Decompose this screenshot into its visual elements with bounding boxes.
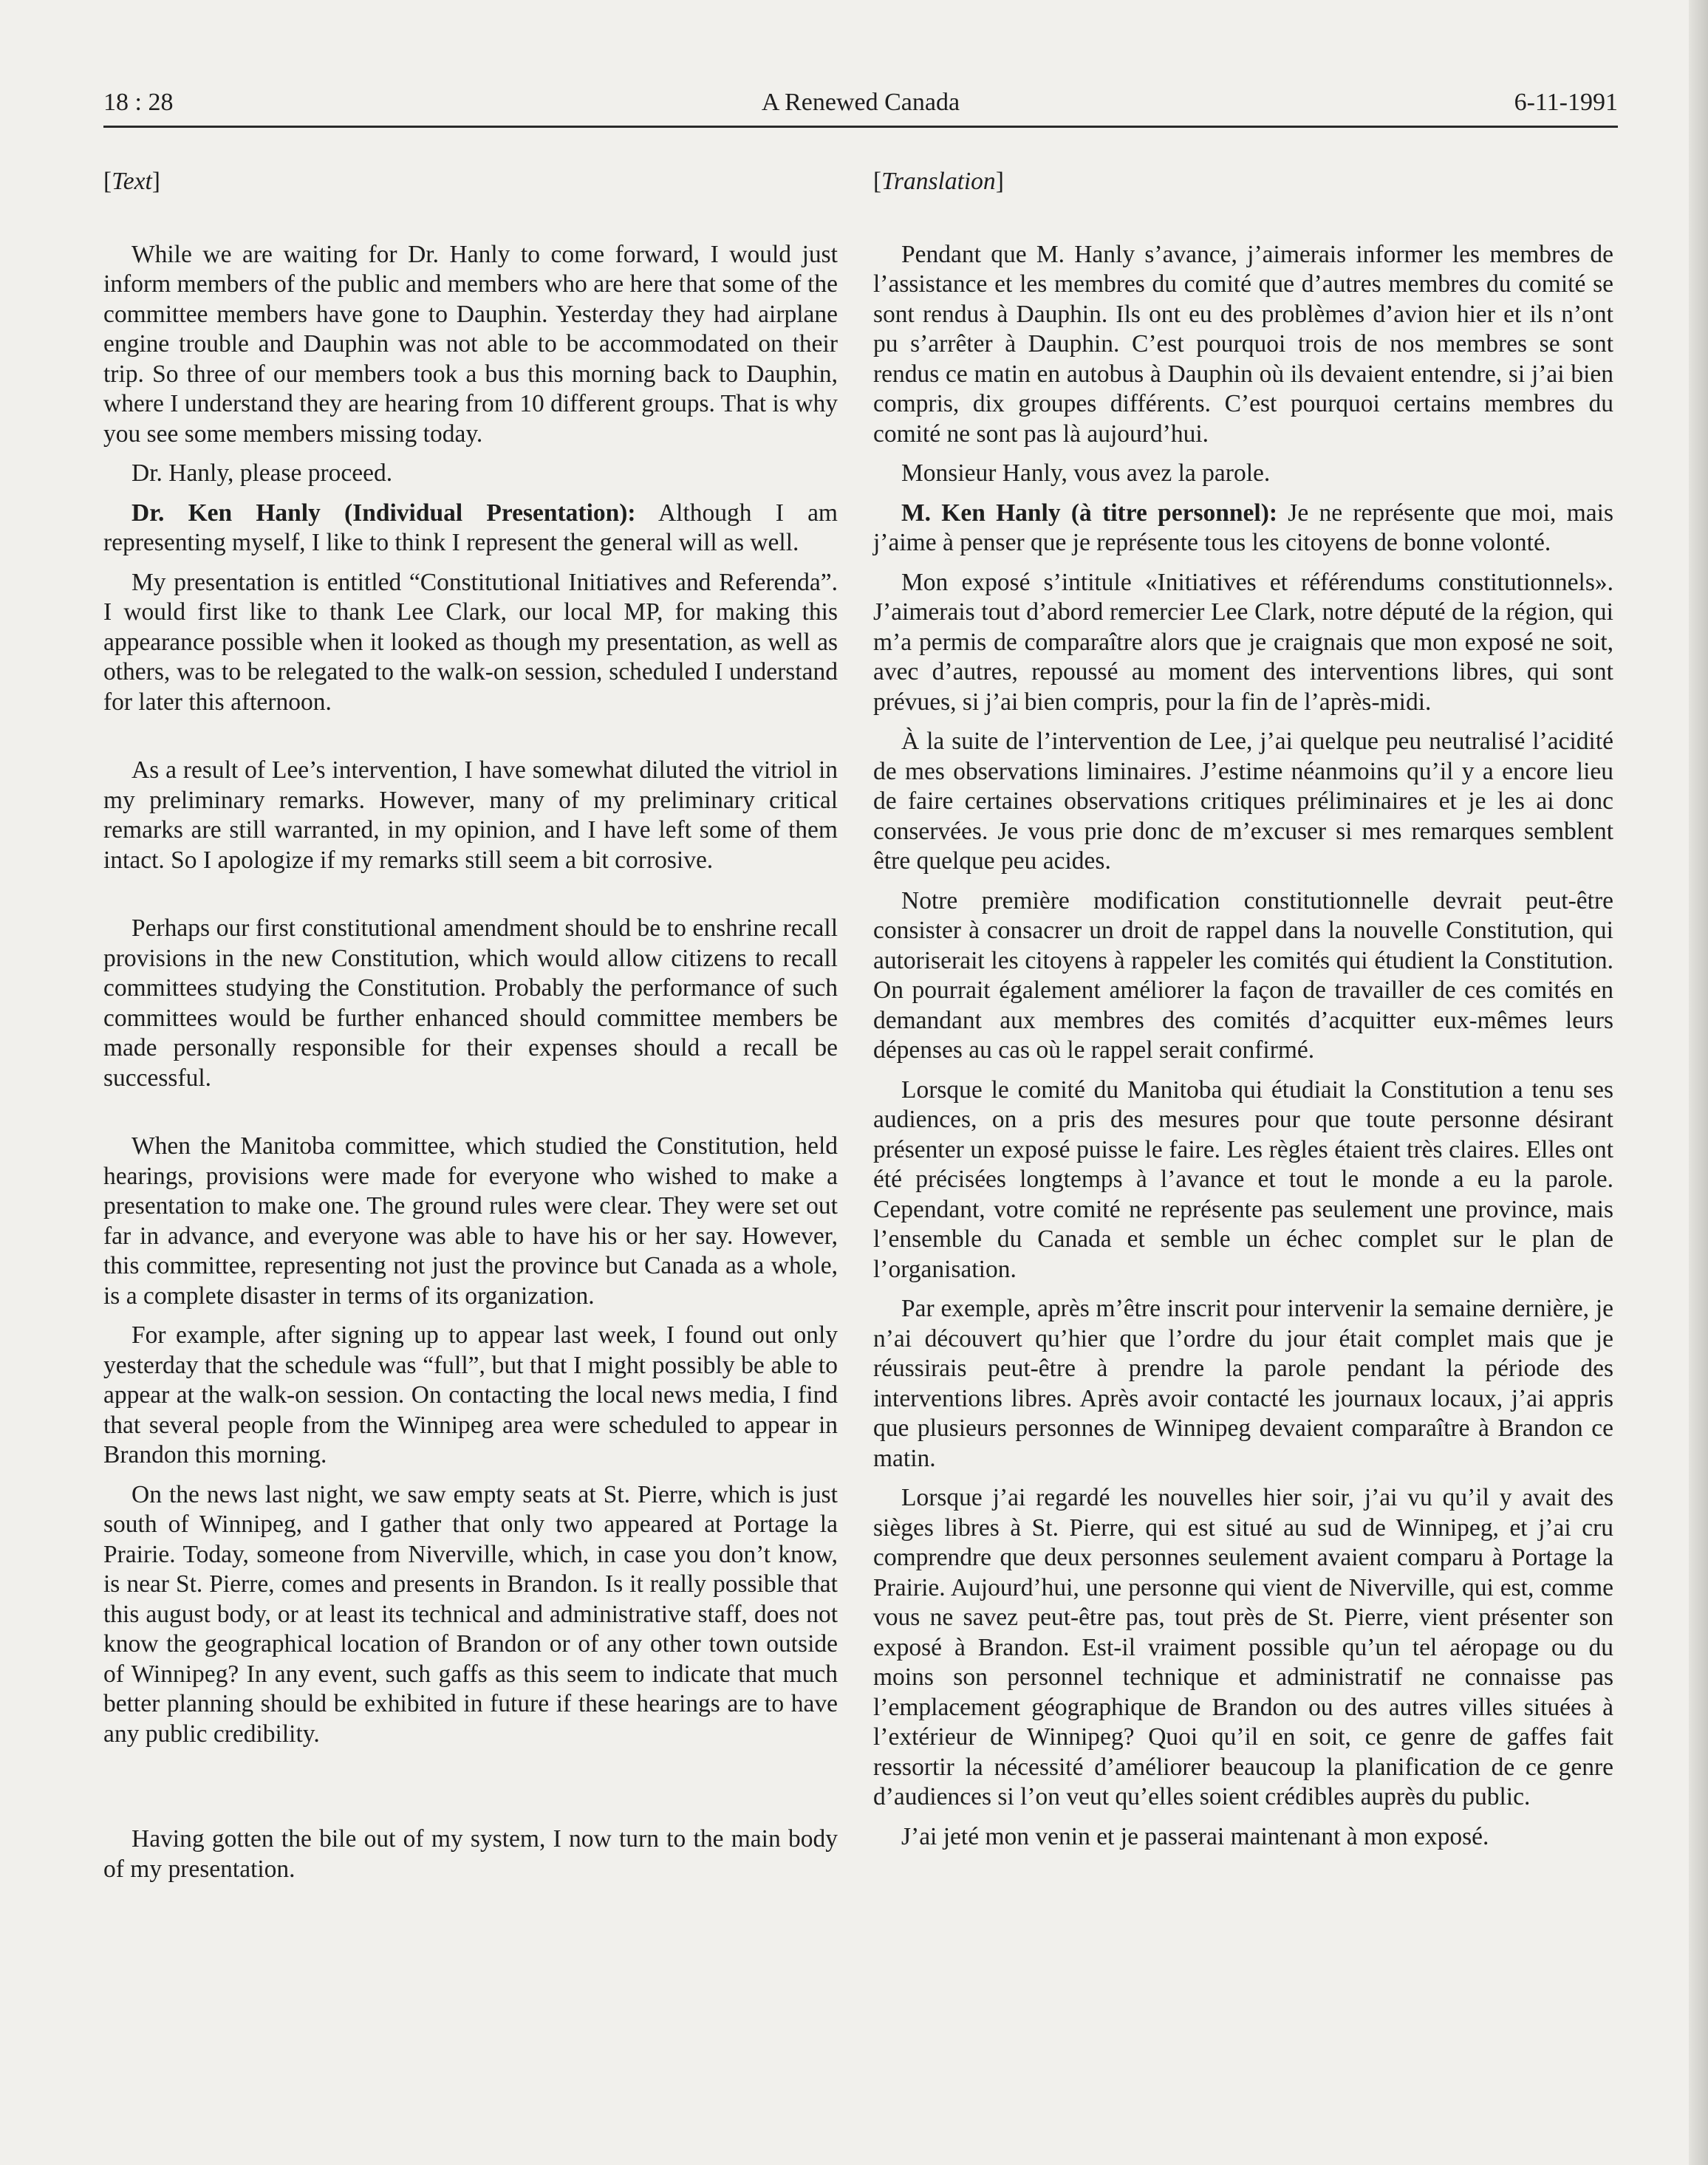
speaker-name: M. Ken Hanly (à titre personnel): — [901, 499, 1278, 527]
column-label: [Text] — [103, 168, 160, 195]
paragraph: On the news last night, we saw empty seats at St. Pierre, which is just south of Winnipeg, and I gather that only two appeared at Portage la Prairie. Today, someone from Niverville, which, in case you don’t know, is near St. Pierre, comes and presents in Brandon. Is it really possible that this august body, or at least its technical and administrative staff, does not know the geographical location of Brandon or of any other town outside of Winnipeg? In any event, such gaffs as this seem to indicate that much better planning should be exhibited in future if these hearings are to have any public credibility. — [103, 1480, 838, 1748]
speaker-name: Dr. Ken Hanly (Individual Presentation): — [131, 499, 636, 527]
speaker-paragraph — [873, 499, 1613, 558]
paragraph: Lorsque j’ai regardé les nouvelles hier soir, j’ai vu qu’il y avait des sièges libres à St. Pierre, qui est situé au sud de Winnipeg, et j’ai cru comprendre que deux personnes seulement avaient comparu à Portage la Prairie. Aujourd’hui, une personne qui vient de Niverville, qui est, comme vous ne savez peut-être pas, tout près de St. Pierre, vient présenter son exposé à Brandon. Est-il vraiment possible qu’un tel aéropage ou du moins son personnel technique et administratif ne connaisse pas l’emplacement géographique de Brandon ou des autres villes situées à l’extérieur de Winnipeg? Quoi qu’il en soit, ce genre de gaffes fait ressortir la nécessité d’améliorer beaucoup la planification de ce genre d’audiences si l’on veut qu’elles soient crédibles auprès du public. — [873, 1484, 1613, 1810]
publication-date: 6-11-1991 — [1514, 89, 1618, 116]
paragraph: Perhaps our first constitutional amendment should be to enshrine recall provisions in the new Constitution, which would allow citizens to recall committees studying the Constitution. Probably the performance of such committees would be further enhanced should committee members be made personally responsible for their expenses should a recall be successful. — [103, 914, 838, 1092]
paragraph: Lorsque le comité du Manitoba qui étudiait la Constitution a tenu ses audiences, on a pris des mesures pour que toute personne désirant présenter un exposé puisse le faire. Les règles étaient très claires. Elles ont été précisées longtemps à l’avance et tout le monde a eu la parole. Cependant, votre comité ne représente pas seulement une province, mais l’ensemble du Canada et semble un échec complet sur le plan de l’organisation. — [873, 1075, 1613, 1283]
paragraph: Monsieur Hanly, vous avez la parole. — [901, 459, 1271, 487]
paragraph: When the Manitoba committee, which studied the Constitution, held hearings, provisions were made for everyone who wished to make a presentation to make one. The ground rules were clear. They were set out far in advance, and everyone was able to have his or her say. However, this committee, representing not just the province but Canada as a whole, is a complete disaster in terms of its organization. — [103, 1132, 838, 1310]
paragraph: For example, after signing up to appear last week, I found out only yesterday that the schedule was “full”, but that I might possibly be able to appear at the walk-on session. On contacting the local news media, I find that several people from the Winnipeg area were scheduled to appear in Brandon this morning. — [103, 1321, 838, 1468]
paragraph: À la suite de l’intervention de Lee, j’ai quelque peu neutralisé l’acidité de mes observations liminaires. J’estime néanmoins qu’il y a encore lieu de faire certaines observations critiques préliminaires et je les ai donc conservées. Je vous prie donc de m’excuser si mes remarques semblent être quelque peu acides. — [873, 728, 1613, 875]
page-edge-shadow — [1689, 0, 1708, 2165]
french-column — [873, 167, 1613, 1852]
speaker-text: Although I am representing myself, I like to think I represent the general will as well. — [103, 499, 838, 556]
page-reference: 18 : 28 — [103, 89, 174, 116]
publication-title: A Renewed Canada — [761, 89, 960, 116]
paragraph: Pendant que M. Hanly s’avance, j’aimerais informer les membres de l’assistance et les membres du comité que d’autres membres du comité se sont rendus à Dauphin. Ils ont eu des problèmes d’avion hier et ils n’ont pu s’arrêter à Dauphin. C’est pourquoi trois de nos membres se sont rendus ce matin en autobus à Dauphin où ils devaient entendre, si j’ai bien compris, dix groupes différents. C’est pourquoi certains membres du comité ne sont pas là aujourd’hui. — [873, 240, 1613, 448]
paragraph: While we are waiting for Dr. Hanly to come forward, I would just inform members of the public and members who are here that some of the committee members have gone to Dauphin. Yesterday they had airplane engine trouble and Dauphin was not able to be accommodated on their trip. So three of our members took a bus this morning back to Dauphin, where I understand they are hearing from 10 different groups. That is why you see some members missing today. — [103, 240, 838, 448]
paragraph: Notre première modification constitutionnelle devrait peut-être consister à consacrer un droit de rappel dans la nouvelle Constitution, qui autoriserait les citoyens à rappeler les comités qui étudient la Constitution. On pourrait également améliorer la façon de travailler de ces comités en demandant aux membres des comités d’acquitter eux-mêmes leurs dépenses au cas où le rappel serait confirmé. — [873, 886, 1613, 1064]
speaker-text: Je ne représente que moi, mais j’aime à penser que je représente tous les citoyens de bonne volonté. — [873, 499, 1613, 556]
column-label: [Translation] — [873, 168, 1004, 195]
paragraph: Par exemple, après m’être inscrit pour intervenir la semaine dernière, je n’ai découvert qu’hier que l’ordre du jour était complet mais que je réussirais peut-être à prendre la parole pendant la période des interventions libres. Après avoir contacté les journaux locaux, j’ai appris que plusieurs personnes de Winnipeg devaient comparaître à Brandon ce matin. — [873, 1295, 1613, 1472]
paragraph: J’ai jeté mon venin et je passerai maintenant à mon exposé. — [901, 1822, 1489, 1850]
page-header — [103, 87, 1618, 128]
speaker-paragraph — [103, 499, 838, 558]
paragraph: My presentation is entitled “Constitutional Initiatives and Referenda”. I would first like to thank Lee Clark, our local MP, for making this appearance possible when it looked as though my presentation, as well as others, was to be relegated to the walk-on session, scheduled I understand for later this afternoon. — [103, 568, 838, 716]
paragraph: Mon exposé s’intitule «Initiatives et référendums constitutionnels». J’aimerais tout d’abord remercier Lee Clark, notre député de la région, qui m’a permis de comparaître alors que je craignais que mon exposé ne soit, avec d’autres, repoussé au moment des interventions libres, qui sont prévues, si j’ai bien compris, pour la fin de l’après-midi. — [873, 568, 1613, 716]
paragraph: Having gotten the bile out of my system, I now turn to the main body of my presentation. — [103, 1825, 838, 1883]
paragraph: As a result of Lee’s intervention, I have somewhat diluted the vitriol in my preliminary remarks. However, many of my preliminary critical remarks are still warranted, in my opinion, and I have left some of them intact. So I apologize if my remarks still seem a bit corrosive. — [103, 756, 838, 874]
paragraph: Dr. Hanly, please proceed. — [131, 459, 393, 487]
english-column — [103, 167, 838, 1884]
